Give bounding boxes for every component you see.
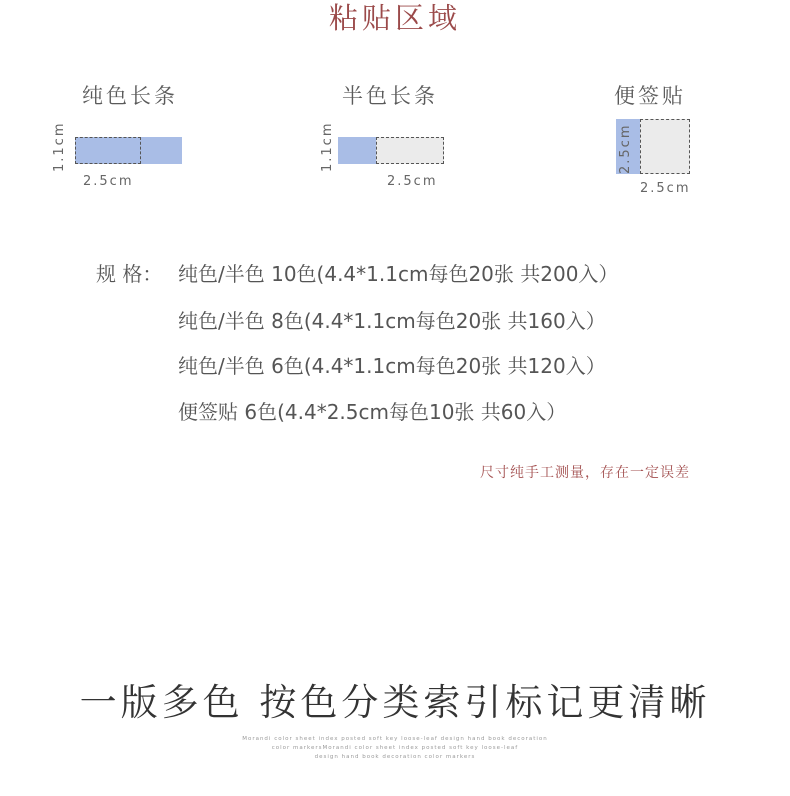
measurement-note: 尺寸纯手工测量，存在一定误差: [480, 465, 690, 481]
half-strip-width: 2.5cm: [387, 174, 438, 189]
sticky-note-paste-area: [640, 119, 690, 174]
half-strip-label: 半色长条: [342, 84, 438, 108]
spec-line: 纯色/半色 8色(4.4*1.1cm每色20张 共160入）: [178, 309, 606, 333]
sticky-note-height: 2.5cm: [618, 123, 633, 174]
half-strip-paste-area: [376, 137, 444, 164]
solid-strip-paste-area: [75, 137, 141, 164]
decorative-caption: Morandi color sheet index posted soft key loose-leaf design hand book decoration: [242, 736, 548, 742]
headline: 一版多色 按色分类索引标记更清晰: [79, 681, 711, 724]
sticky-note-width: 2.5cm: [640, 181, 691, 196]
spec-line: 便签贴 6色(4.4*2.5cm每色10张 共60入）: [178, 400, 567, 424]
solid-strip-width: 2.5cm: [83, 174, 134, 189]
spec-line: 纯色/半色 6色(4.4*1.1cm每色20张 共120入）: [178, 354, 606, 378]
decorative-caption: color markersMorandi color sheet index posted soft key loose-leaf: [271, 745, 519, 751]
spec-prefix: 规 格：: [96, 262, 163, 286]
solid-strip-height: 1.1cm: [52, 121, 67, 172]
half-strip-height: 1.1cm: [320, 121, 335, 172]
sticky-note-label: 便签贴: [614, 84, 686, 108]
spec-line: 纯色/半色 10色(4.4*1.1cm每色20张 共200入）: [178, 262, 619, 286]
half-strip-color-end: [338, 137, 376, 164]
decorative-caption: design hand book decoration color markers: [314, 754, 476, 760]
section-title: 粘贴区域: [328, 1, 461, 35]
solid-strip-label: 纯色长条: [82, 84, 178, 108]
